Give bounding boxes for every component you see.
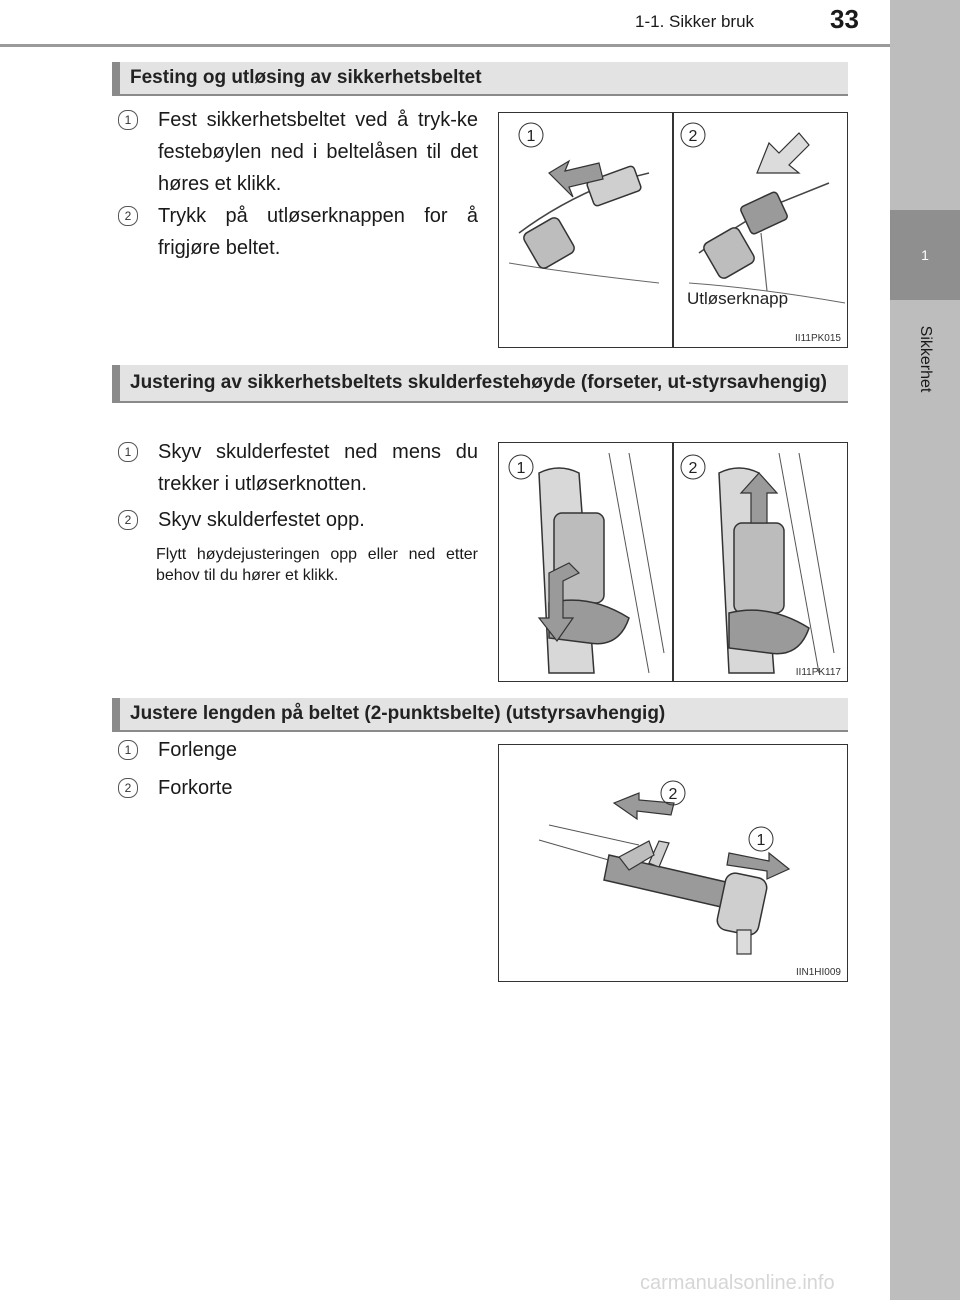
belt-length-illustration	[499, 745, 847, 981]
step-number: 2	[118, 206, 138, 226]
section-title: Festing og utløsing av sikkerhetsbeltet	[130, 67, 482, 88]
step-number: 2	[118, 510, 138, 530]
step-number: 2	[118, 778, 138, 798]
step-text: Fest sikkerhetsbeltet ved å tryk-ke festebøylen ned i beltelåsen til det høres et klikk.	[158, 109, 478, 195]
step-fasten	[118, 104, 478, 200]
panel-label: 2	[688, 128, 698, 145]
section-title: Justere lengden på beltet (2-punktsbelte) (utstyrsavhengig)	[130, 703, 666, 724]
adjustment-note: Flytt høydejusteringen opp eller ned etter behov til du hører et klikk.	[156, 546, 478, 584]
figure-code: II11PK015	[795, 333, 841, 344]
step-push-up	[118, 504, 478, 536]
running-head: 1-1. Sikker bruk	[635, 12, 755, 31]
step-text: Forkorte	[158, 777, 233, 799]
section-heading-fastening	[112, 62, 848, 96]
step-lengthen	[118, 734, 478, 766]
figure-code: IIN1HI009	[795, 967, 841, 978]
header-rule	[0, 44, 890, 47]
step-number: 1	[118, 740, 138, 760]
chapter-side-tab	[890, 0, 960, 1300]
step-push-down	[118, 436, 478, 500]
section-title: Justering av sikkerhetsbeltets skulderfestehøyde (forseter, ut-styrsavhengig)	[130, 372, 827, 393]
watermark: carmanualsonline.info	[640, 1272, 835, 1294]
step-shorten	[118, 772, 478, 804]
panel-label: 2	[688, 460, 698, 477]
panel-label: 1	[526, 128, 536, 145]
chapter-number-box	[890, 210, 960, 300]
panel-label: 1	[756, 832, 766, 849]
figure-code: II11PK117	[795, 667, 841, 678]
step-release	[118, 200, 478, 264]
step-text: Trykk på utløserknappen for å frigjøre beltet.	[158, 205, 478, 259]
section-heading-shoulder-anchor	[112, 365, 848, 403]
page-number: 33	[830, 4, 859, 34]
step-text: Forlenge	[158, 739, 237, 761]
figure-buckle	[498, 112, 848, 348]
step-number: 1	[118, 110, 138, 130]
release-button-callout: Utløserknapp	[687, 289, 789, 308]
step-number: 1	[118, 442, 138, 462]
step-text: Skyv skulderfestet opp.	[158, 509, 365, 531]
shoulder-anchor-illustration	[499, 443, 847, 681]
panel-label: 2	[668, 786, 678, 803]
figure-belt-length	[498, 744, 848, 982]
buckle-illustration	[499, 113, 847, 347]
step-text: Skyv skulderfestet ned mens du trekker i utløserknotten.	[158, 441, 478, 495]
panel-label: 1	[516, 460, 526, 477]
figure-shoulder-anchor	[498, 442, 848, 682]
section-heading-belt-length	[112, 698, 848, 732]
chapter-number: 1	[921, 247, 929, 263]
chapter-label: Sikkerhet	[917, 325, 934, 393]
